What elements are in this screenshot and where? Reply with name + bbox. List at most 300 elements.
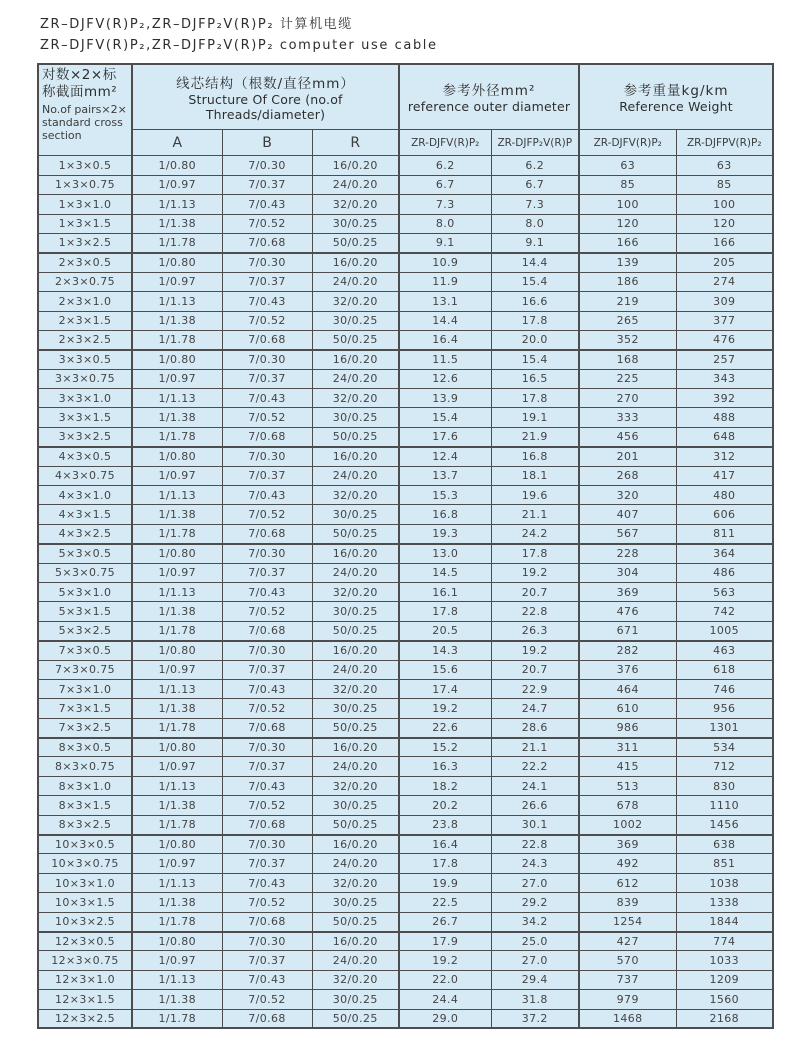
table-cell: 392	[676, 389, 773, 408]
table-row	[38, 214, 773, 233]
table-cell: 1/1.78	[132, 621, 222, 640]
table-cell: 3×3×0.5	[38, 350, 132, 369]
table-cell: 19.2	[399, 951, 491, 970]
table-row	[38, 505, 773, 524]
table-cell: 476	[676, 330, 773, 349]
table-cell: 50/0.25	[312, 718, 399, 737]
table-row	[38, 699, 773, 718]
header-outer-diameter	[399, 64, 579, 130]
table-cell: 7/0.68	[222, 621, 312, 640]
table-cell: 1/1.38	[132, 408, 222, 427]
table-row	[38, 292, 773, 311]
header-cross-section	[38, 64, 132, 156]
table-cell: 7/0.52	[222, 214, 312, 233]
table-cell: 30/0.25	[312, 214, 399, 233]
table-cell: 22.8	[491, 835, 579, 854]
table-row	[38, 796, 773, 815]
table-cell: 25.0	[491, 932, 579, 951]
table-cell: 956	[676, 699, 773, 718]
header-reference-weight-zh: 参考重量kg/km	[623, 83, 729, 100]
table-cell: 492	[579, 854, 676, 873]
table-cell: 1×3×2.5	[38, 233, 132, 252]
table-cell: 16/0.20	[312, 447, 399, 466]
table-cell: 1/1.13	[132, 679, 222, 698]
table-cell: 7/0.37	[222, 272, 312, 291]
table-cell: 746	[676, 679, 773, 698]
table-cell: 1/1.38	[132, 311, 222, 330]
table-row	[38, 951, 773, 970]
table-cell: 415	[579, 757, 676, 776]
table-cell: 1/1.78	[132, 330, 222, 349]
table-cell: 7/0.37	[222, 369, 312, 388]
table-row	[38, 330, 773, 349]
table-row	[38, 389, 773, 408]
table-cell: 270	[579, 389, 676, 408]
table-cell: 16/0.20	[312, 835, 399, 854]
table-cell: 15.3	[399, 486, 491, 505]
table-cell: 7/0.43	[222, 776, 312, 795]
header-core-structure	[132, 64, 399, 130]
table-cell: 31.8	[491, 990, 579, 1009]
table-cell: 610	[579, 699, 676, 718]
table-cell: 2×3×1.5	[38, 311, 132, 330]
table-cell: 120	[676, 214, 773, 233]
table-cell: 5×3×1.0	[38, 582, 132, 601]
table-cell: 7/0.30	[222, 350, 312, 369]
table-cell: 16.4	[399, 835, 491, 854]
table-row	[38, 350, 773, 369]
table-cell: 24/0.20	[312, 175, 399, 194]
table-cell: 12×3×2.5	[38, 1009, 132, 1028]
table-cell: 567	[579, 524, 676, 543]
table-row	[38, 563, 773, 582]
table-cell: 29.4	[491, 970, 579, 989]
table-cell: 24.1	[491, 776, 579, 795]
table-cell: 24.2	[491, 524, 579, 543]
table-cell: 16/0.20	[312, 641, 399, 660]
table-cell: 1/0.80	[132, 835, 222, 854]
header-reference-weight	[579, 64, 773, 130]
table-cell: 2×3×0.5	[38, 253, 132, 272]
table-cell: 7/0.37	[222, 466, 312, 485]
cable-spec-table	[37, 63, 774, 1030]
table-cell: 22.8	[491, 602, 579, 621]
table-cell: 205	[676, 253, 773, 272]
table-cell: 1/1.38	[132, 505, 222, 524]
table-cell: 612	[579, 873, 676, 892]
table-cell: 11.5	[399, 350, 491, 369]
table-cell: 29.2	[491, 893, 579, 912]
table-cell: 3×3×1.0	[38, 389, 132, 408]
table-cell: 22.2	[491, 757, 579, 776]
table-cell: 30/0.25	[312, 311, 399, 330]
table-cell: 1×3×0.5	[38, 156, 132, 175]
table-cell: 1/1.78	[132, 524, 222, 543]
table-cell: 7/0.68	[222, 912, 312, 931]
table-cell: 7/0.52	[222, 311, 312, 330]
table-cell: 19.3	[399, 524, 491, 543]
table-cell: 1254	[579, 912, 676, 931]
table-cell: 166	[579, 233, 676, 252]
table-cell: 8×3×1.0	[38, 776, 132, 795]
table-cell: 7/0.43	[222, 679, 312, 698]
table-cell: 1/1.78	[132, 427, 222, 446]
table-cell: 7/0.52	[222, 990, 312, 1009]
table-cell: 1/0.80	[132, 544, 222, 563]
table-row	[38, 369, 773, 388]
table-row	[38, 486, 773, 505]
table-row	[38, 660, 773, 679]
table-cell: 7/0.43	[222, 582, 312, 601]
table-cell: 606	[676, 505, 773, 524]
table-cell: 7.3	[491, 195, 579, 214]
table-cell: 5×3×2.5	[38, 621, 132, 640]
header-cross-section-en: No.of pairs×2× standard cross section	[42, 102, 127, 142]
table-cell: 32/0.20	[312, 195, 399, 214]
table-cell: 32/0.20	[312, 679, 399, 698]
table-cell: 1/1.13	[132, 292, 222, 311]
table-cell: 570	[579, 951, 676, 970]
table-row	[38, 408, 773, 427]
table-cell: 7×3×0.75	[38, 660, 132, 679]
table-cell: 24/0.20	[312, 466, 399, 485]
table-cell: 7/0.68	[222, 524, 312, 543]
table-cell: 13.0	[399, 544, 491, 563]
table-row	[38, 602, 773, 621]
table-row	[38, 738, 773, 757]
table-cell: 1301	[676, 718, 773, 737]
table-cell: 1/0.97	[132, 854, 222, 873]
table-cell: 27.0	[491, 873, 579, 892]
table-cell: 16/0.20	[312, 544, 399, 563]
table-cell: 1×3×0.75	[38, 175, 132, 194]
table-cell: 563	[676, 582, 773, 601]
table-cell: 201	[579, 447, 676, 466]
table-cell: 50/0.25	[312, 233, 399, 252]
table-cell: 5×3×0.75	[38, 563, 132, 582]
table-cell: 17.4	[399, 679, 491, 698]
table-cell: 20.2	[399, 796, 491, 815]
table-cell: 13.1	[399, 292, 491, 311]
table-cell: 120	[579, 214, 676, 233]
table-cell: 352	[579, 330, 676, 349]
table-cell: 1209	[676, 970, 773, 989]
table-cell: 638	[676, 835, 773, 854]
table-cell: 26.7	[399, 912, 491, 931]
table-cell: 1/0.80	[132, 156, 222, 175]
table-cell: 24/0.20	[312, 660, 399, 679]
table-cell: 85	[579, 175, 676, 194]
table-cell: 3×3×0.75	[38, 369, 132, 388]
table-cell: 320	[579, 486, 676, 505]
table-cell: 168	[579, 350, 676, 369]
table-cell: 1/1.78	[132, 815, 222, 834]
table-cell: 18.1	[491, 466, 579, 485]
subheader-r: R	[312, 130, 399, 156]
table-cell: 16/0.20	[312, 253, 399, 272]
table-cell: 7/0.30	[222, 835, 312, 854]
table-cell: 513	[579, 776, 676, 795]
table-cell: 17.8	[399, 602, 491, 621]
table-cell: 257	[676, 350, 773, 369]
table-row	[38, 156, 773, 175]
table-row	[38, 466, 773, 485]
table-cell: 463	[676, 641, 773, 660]
table-cell: 17.9	[399, 932, 491, 951]
table-cell: 5×3×0.5	[38, 544, 132, 563]
table-cell: 1456	[676, 815, 773, 834]
table-cell: 24.7	[491, 699, 579, 718]
table-cell: 19.6	[491, 486, 579, 505]
table-cell: 8×3×0.5	[38, 738, 132, 757]
table-cell: 1×3×1.5	[38, 214, 132, 233]
table-cell: 8.0	[491, 214, 579, 233]
table-cell: 14.3	[399, 641, 491, 660]
table-row	[38, 990, 773, 1009]
table-cell: 30/0.25	[312, 408, 399, 427]
table-cell: 3×3×1.5	[38, 408, 132, 427]
table-cell: 1/0.97	[132, 175, 222, 194]
table-row	[38, 835, 773, 854]
table-cell: 7/0.68	[222, 1009, 312, 1028]
table-cell: 1/1.78	[132, 912, 222, 931]
table-cell: 369	[579, 835, 676, 854]
table-cell: 309	[676, 292, 773, 311]
table-cell: 32/0.20	[312, 776, 399, 795]
header-reference-weight-en: Reference Weight	[619, 99, 733, 115]
table-cell: 839	[579, 893, 676, 912]
table-cell: 427	[579, 932, 676, 951]
header-core-structure-en: Structure Of Core (no.of Threads/diameter)	[188, 91, 343, 123]
table-cell: 26.3	[491, 621, 579, 640]
table-cell: 1/1.13	[132, 873, 222, 892]
table-cell: 30.1	[491, 815, 579, 834]
table-cell: 12×3×1.5	[38, 990, 132, 1009]
table-row	[38, 873, 773, 892]
table-cell: 4×3×1.5	[38, 505, 132, 524]
table-cell: 16.8	[491, 447, 579, 466]
table-cell: 1/1.13	[132, 486, 222, 505]
table-cell: 1338	[676, 893, 773, 912]
table-cell: 7/0.43	[222, 195, 312, 214]
table-cell: 14.4	[491, 253, 579, 272]
table-cell: 16.5	[491, 369, 579, 388]
table-cell: 480	[676, 486, 773, 505]
table-cell: 50/0.25	[312, 524, 399, 543]
table-cell: 7/0.30	[222, 447, 312, 466]
table-cell: 26.6	[491, 796, 579, 815]
table-cell: 85	[676, 175, 773, 194]
table-cell: 13.9	[399, 389, 491, 408]
table-cell: 17.8	[491, 311, 579, 330]
table-cell: 2×3×1.0	[38, 292, 132, 311]
table-cell: 377	[676, 311, 773, 330]
table-cell: 19.1	[491, 408, 579, 427]
table-cell: 19.2	[491, 641, 579, 660]
table-cell: 486	[676, 563, 773, 582]
table-cell: 32/0.20	[312, 582, 399, 601]
table-cell: 1/0.97	[132, 369, 222, 388]
table-cell: 30/0.25	[312, 505, 399, 524]
table-cell: 21.1	[491, 738, 579, 757]
table-cell: 6.2	[399, 156, 491, 175]
table-cell: 21.9	[491, 427, 579, 446]
table-cell: 17.8	[491, 389, 579, 408]
table-cell: 1/0.80	[132, 447, 222, 466]
table-cell: 1/1.38	[132, 893, 222, 912]
table-cell: 10×3×2.5	[38, 912, 132, 931]
table-cell: 14.5	[399, 563, 491, 582]
table-cell: 228	[579, 544, 676, 563]
table-header	[38, 64, 773, 156]
table-cell: 534	[676, 738, 773, 757]
table-cell: 476	[579, 602, 676, 621]
table-cell: 7/0.68	[222, 330, 312, 349]
table-row	[38, 970, 773, 989]
table-cell: 1/1.78	[132, 1009, 222, 1028]
table-cell: 1/0.80	[132, 932, 222, 951]
table-cell: 10×3×0.5	[38, 835, 132, 854]
table-cell: 7/0.30	[222, 932, 312, 951]
table-cell: 7/0.37	[222, 854, 312, 873]
table-cell: 7/0.52	[222, 796, 312, 815]
table-cell: 1560	[676, 990, 773, 1009]
table-cell: 24/0.20	[312, 369, 399, 388]
table-cell: 20.5	[399, 621, 491, 640]
table-cell: 13.7	[399, 466, 491, 485]
table-row	[38, 253, 773, 272]
table-cell: 50/0.25	[312, 427, 399, 446]
table-cell: 1/1.13	[132, 776, 222, 795]
table-cell: 32/0.20	[312, 292, 399, 311]
table-cell: 851	[676, 854, 773, 873]
table-cell: 17.6	[399, 427, 491, 446]
table-cell: 7/0.52	[222, 408, 312, 427]
table-cell: 30/0.25	[312, 699, 399, 718]
table-row	[38, 427, 773, 446]
table-row	[38, 544, 773, 563]
table-cell: 1/1.38	[132, 602, 222, 621]
table-cell: 4×3×0.75	[38, 466, 132, 485]
table-cell: 1/1.13	[132, 970, 222, 989]
table-cell: 17.8	[491, 544, 579, 563]
table-cell: 742	[676, 602, 773, 621]
table-cell: 19.2	[491, 563, 579, 582]
table-row	[38, 815, 773, 834]
table-cell: 24/0.20	[312, 854, 399, 873]
table-cell: 7/0.68	[222, 718, 312, 737]
table-cell: 100	[676, 195, 773, 214]
header-cross-section-zh: 对数×2×标称截面mm²	[42, 66, 118, 100]
table-cell: 1033	[676, 951, 773, 970]
table-cell: 16.6	[491, 292, 579, 311]
table-cell: 14.4	[399, 311, 491, 330]
subheader-weight-model-1: ZR-DJFV(R)P₂	[579, 130, 676, 156]
table-cell: 9.1	[491, 233, 579, 252]
table-cell: 32/0.20	[312, 486, 399, 505]
table-cell: 678	[579, 796, 676, 815]
table-row	[38, 621, 773, 640]
subheader-b: B	[222, 130, 312, 156]
table-cell: 304	[579, 563, 676, 582]
table-cell: 7/0.68	[222, 427, 312, 446]
table-cell: 4×3×0.5	[38, 447, 132, 466]
table-cell: 23.8	[399, 815, 491, 834]
table-cell: 16/0.20	[312, 156, 399, 175]
table-cell: 15.6	[399, 660, 491, 679]
table-cell: 32/0.20	[312, 389, 399, 408]
table-cell: 16.8	[399, 505, 491, 524]
table-cell: 1038	[676, 873, 773, 892]
table-cell: 1/1.13	[132, 389, 222, 408]
table-cell: 6.7	[399, 175, 491, 194]
table-cell: 1/0.80	[132, 253, 222, 272]
table-cell: 1110	[676, 796, 773, 815]
table-cell: 648	[676, 427, 773, 446]
table-cell: 268	[579, 466, 676, 485]
table-cell: 17.8	[399, 854, 491, 873]
table-cell: 712	[676, 757, 773, 776]
table-cell: 407	[579, 505, 676, 524]
table-cell: 24/0.20	[312, 757, 399, 776]
table-cell: 1/1.38	[132, 990, 222, 1009]
table-cell: 7/0.68	[222, 233, 312, 252]
table-cell: 19.2	[399, 699, 491, 718]
table-row	[38, 932, 773, 951]
table-cell: 7/0.30	[222, 738, 312, 757]
table-cell: 30/0.25	[312, 893, 399, 912]
table-cell: 50/0.25	[312, 815, 399, 834]
table-cell: 24.3	[491, 854, 579, 873]
table-cell: 311	[579, 738, 676, 757]
table-cell: 7/0.43	[222, 873, 312, 892]
table-cell: 811	[676, 524, 773, 543]
table-cell: 671	[579, 621, 676, 640]
table-cell: 1/0.80	[132, 641, 222, 660]
table-cell: 3×3×2.5	[38, 427, 132, 446]
table-cell: 6.7	[491, 175, 579, 194]
table-cell: 37.2	[491, 1009, 579, 1028]
table-cell: 16.3	[399, 757, 491, 776]
table-cell: 8×3×0.75	[38, 757, 132, 776]
table-row	[38, 679, 773, 698]
table-cell: 1/1.78	[132, 718, 222, 737]
table-cell: 219	[579, 292, 676, 311]
table-row	[38, 776, 773, 795]
table-cell: 7/0.37	[222, 175, 312, 194]
table-row	[38, 1009, 773, 1028]
table-cell: 139	[579, 253, 676, 272]
table-cell: 4×3×1.0	[38, 486, 132, 505]
table-cell: 7/0.52	[222, 699, 312, 718]
table-row	[38, 582, 773, 601]
table-cell: 12.6	[399, 369, 491, 388]
table-cell: 8×3×1.5	[38, 796, 132, 815]
table-cell: 5×3×1.5	[38, 602, 132, 621]
table-cell: 737	[579, 970, 676, 989]
table-cell: 7×3×1.5	[38, 699, 132, 718]
table-cell: 9.1	[399, 233, 491, 252]
table-row	[38, 447, 773, 466]
table-cell: 16.4	[399, 330, 491, 349]
table-cell: 7/0.52	[222, 602, 312, 621]
table-cell: 100	[579, 195, 676, 214]
table-cell: 1/1.78	[132, 233, 222, 252]
table-cell: 1/0.97	[132, 951, 222, 970]
table-cell: 979	[579, 990, 676, 1009]
table-cell: 4×3×2.5	[38, 524, 132, 543]
subheader-diameter-model-1: ZR-DJFV(R)P₂	[399, 130, 491, 156]
